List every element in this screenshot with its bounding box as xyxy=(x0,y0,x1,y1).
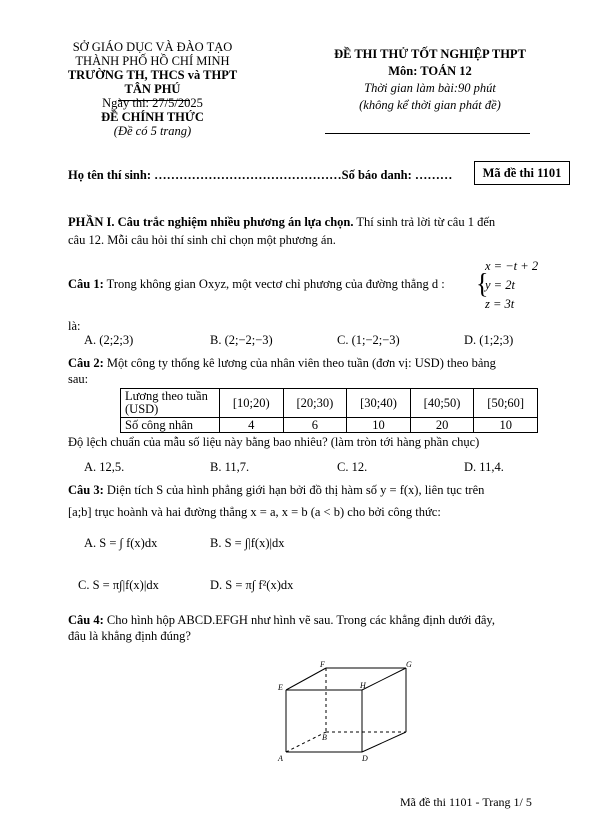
candidate-info-line: Họ tên thí sinh: ………………………………………Số báo danh: ……… xyxy=(68,168,453,182)
q2-option-d[interactable]: D. 11,4. xyxy=(464,460,504,474)
q4-text-2: đâu là khẳng định đúng? xyxy=(68,629,191,643)
q2-text-1: Một công ty thống kê lương của nhân viên theo tuần (đơn vị: USD) theo bảng xyxy=(103,356,496,370)
q2-row2-label: Số công nhân xyxy=(121,418,220,433)
q1-eq-y: y = 2t xyxy=(485,278,515,292)
q2-count: 20 xyxy=(410,418,474,433)
q2-row1-label: Lương theo tuần (USD) xyxy=(121,389,220,418)
q1-stem xyxy=(68,276,445,292)
q3-option-c[interactable]: C. S = π∫|f(x)|dx xyxy=(78,578,159,592)
q3-text-2: [a;b] trục hoành và hai đường thẳng x = a, x = b (a < b) cho bởi công thức: xyxy=(68,505,441,519)
vertex-a-label: A xyxy=(278,754,283,763)
q2-count: 10 xyxy=(474,418,538,433)
vertex-g-label: G xyxy=(406,660,412,669)
table-row xyxy=(121,389,538,418)
official-label: ĐỀ CHÍNH THỨC xyxy=(101,110,204,124)
q3-text-1: Diện tích S của hình phẳng giới hạn bởi đồ thị hàm số y = f(x), liên tục trên xyxy=(103,483,485,497)
q3-stem xyxy=(68,482,568,498)
part1-heading xyxy=(68,214,568,230)
q2-interval: [20;30) xyxy=(283,389,347,418)
exam-code-box: Mã đề thi 1101 xyxy=(474,161,570,185)
q2-text-2: sau: xyxy=(68,372,89,386)
exam-subject: Môn: TOÁN 12 xyxy=(388,64,472,78)
q2-interval: [30;40) xyxy=(347,389,411,418)
exam-note: (không kể thời gian phát đề) xyxy=(359,98,501,112)
page-footer: Mã đề thi 1101 - Trang 1/ 5 xyxy=(400,795,532,809)
exam-time: Thời gian làm bài:90 phút xyxy=(364,81,496,95)
q1-option-d[interactable]: D. (1;2;3) xyxy=(464,333,514,347)
part1-instruction-2: câu 12. Mỗi câu hỏi thí sinh chỉ chọn một phương án. xyxy=(68,233,336,247)
q1-option-b[interactable]: B. (2;−2;−3) xyxy=(210,333,273,347)
q1-label: Câu 1: xyxy=(68,277,104,291)
q4-stem xyxy=(68,612,568,628)
q1-eq-x: x = −t + 2 xyxy=(485,259,539,273)
city-line: THÀNH PHỐ HỒ CHÍ MINH xyxy=(75,54,230,68)
q3-option-b[interactable]: B. S = ∫|f(x)|dx xyxy=(210,536,285,550)
q2-interval: [50;60] xyxy=(474,389,538,418)
q2-option-a[interactable]: A. 12,5. xyxy=(84,460,125,474)
vertex-b-label: B xyxy=(322,733,327,742)
part1-instruction-1: Thí sinh trả lời từ câu 1 đến xyxy=(353,215,496,229)
vertex-d-label: D xyxy=(362,754,368,763)
vertex-f-label: F xyxy=(320,660,325,669)
department-line: SỞ GIÁO DỤC VÀ ĐÀO TẠO xyxy=(72,40,233,54)
vertex-e-label: E xyxy=(278,683,283,692)
q2-count: 4 xyxy=(220,418,284,433)
q2-label: Câu 2: xyxy=(68,356,104,370)
table-row xyxy=(121,418,538,433)
school-line: TRƯỜNG TH, THCS và THPT xyxy=(67,68,238,82)
q2-interval: [40;50) xyxy=(410,389,474,418)
q1-text: Trong không gian Oxyz, một vectơ chỉ phương của đường thẳng d : xyxy=(103,277,445,291)
q1-option-a[interactable]: A. (2;2;3) xyxy=(84,333,134,347)
page-count: (Đề có 5 trang) xyxy=(113,124,192,138)
q1-eq-z: z = 3t xyxy=(485,297,515,311)
q2-interval: [10;20) xyxy=(220,389,284,418)
q4-text-1: Cho hình hộp ABCD.EFGH như hình vẽ sau. Trong các khẳng định dưới đây, xyxy=(103,613,495,627)
q3-label: Câu 3: xyxy=(68,483,104,497)
q4-label: Câu 4: xyxy=(68,613,104,627)
q3-option-a[interactable]: A. S = ∫ f(x)dx xyxy=(84,536,158,550)
q2-table xyxy=(120,388,538,433)
q2-stem xyxy=(68,355,568,371)
header-right-rule xyxy=(325,133,530,134)
header-left-rule xyxy=(118,100,190,101)
q2-count: 6 xyxy=(283,418,347,433)
q2-question: Độ lệch chuẩn của mẫu số liệu này bằng bao nhiêu? (làm tròn tới hàng phần chục) xyxy=(68,435,480,449)
exam-header xyxy=(315,46,545,114)
q1-option-c[interactable]: C. (1;−2;−3) xyxy=(337,333,400,347)
part1-title: PHẦN I. Câu trắc nghiệm nhiều phương án lựa chọn. xyxy=(68,215,354,229)
q1-tail: là: xyxy=(68,319,81,333)
exam-title: ĐỀ THI THỬ TỐT NGHIỆP THPT xyxy=(334,47,526,61)
school-header xyxy=(60,40,245,138)
district-line: TÂN PHÚ xyxy=(124,82,181,96)
exam-date: Ngày thi: 27/5/2025 xyxy=(102,96,203,110)
q3-option-d[interactable]: D. S = π∫ f²(x)dx xyxy=(210,578,294,592)
q1-brace: { xyxy=(476,267,489,300)
q2-option-b[interactable]: B. 11,7. xyxy=(210,460,250,474)
q2-option-c[interactable]: C. 12. xyxy=(337,460,368,474)
q1-system xyxy=(485,257,538,314)
vertex-h-label: H xyxy=(360,681,366,690)
cuboid-figure xyxy=(270,660,430,768)
q2-count: 10 xyxy=(347,418,411,433)
